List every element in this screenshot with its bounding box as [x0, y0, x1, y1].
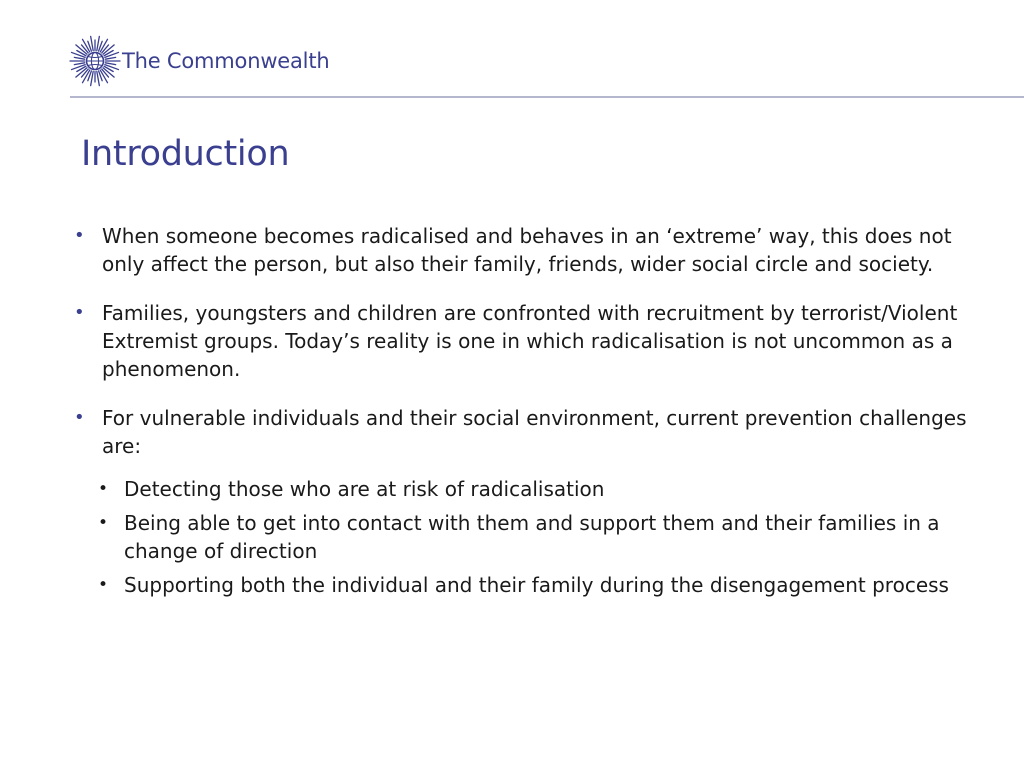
- bullet-item: [73, 404, 973, 599]
- slide-body: [73, 222, 973, 620]
- sub-bullet-list: [73, 475, 973, 599]
- bullet-item: [73, 222, 973, 278]
- slide-title: Introduction: [81, 134, 290, 174]
- logo-ray: [105, 57, 115, 59]
- commonwealth-globe-icon: [68, 34, 122, 88]
- logo-ray: [105, 52, 119, 57]
- bullet-item: [73, 299, 973, 383]
- sub-bullet-text: Detecting those who are at risk of radicalisation: [124, 477, 605, 501]
- commonwealth-logo: [68, 33, 329, 89]
- sub-bullet-text: Supporting both the individual and their family during the disengagement process: [124, 573, 949, 597]
- header-divider: [70, 96, 1024, 98]
- bullet-text: Families, youngsters and children are confronted with recruitment by terrorist/Violent Extremist groups. Today’s reality is one in which radicalisation is not uncommon as a phenomenon.: [102, 301, 958, 381]
- logo-ray: [72, 52, 86, 57]
- bullet-text: For vulnerable individuals and their social environment, current prevention challenges are:: [102, 406, 967, 458]
- logo-ray: [74, 57, 84, 59]
- logo-ray: [105, 65, 119, 70]
- sub-bullet-container: [73, 475, 973, 599]
- bullet-text: When someone becomes radicalised and behaves in an ‘extreme’ way, this does not only affect the person, but also their family, friends, wider social circle and society.: [102, 224, 952, 276]
- sub-bullet-item: [73, 509, 973, 565]
- sub-bullet-text: Being able to get into contact with them and support them and their families in a change of direction: [124, 511, 940, 563]
- logo-text: The Commonwealth: [122, 49, 330, 73]
- bullet-list: [73, 222, 973, 599]
- logo-ray: [74, 63, 84, 65]
- logo-ray: [72, 65, 86, 70]
- logo-ray: [105, 63, 115, 65]
- sub-bullet-item: [73, 571, 973, 599]
- sub-bullet-item: [73, 475, 973, 503]
